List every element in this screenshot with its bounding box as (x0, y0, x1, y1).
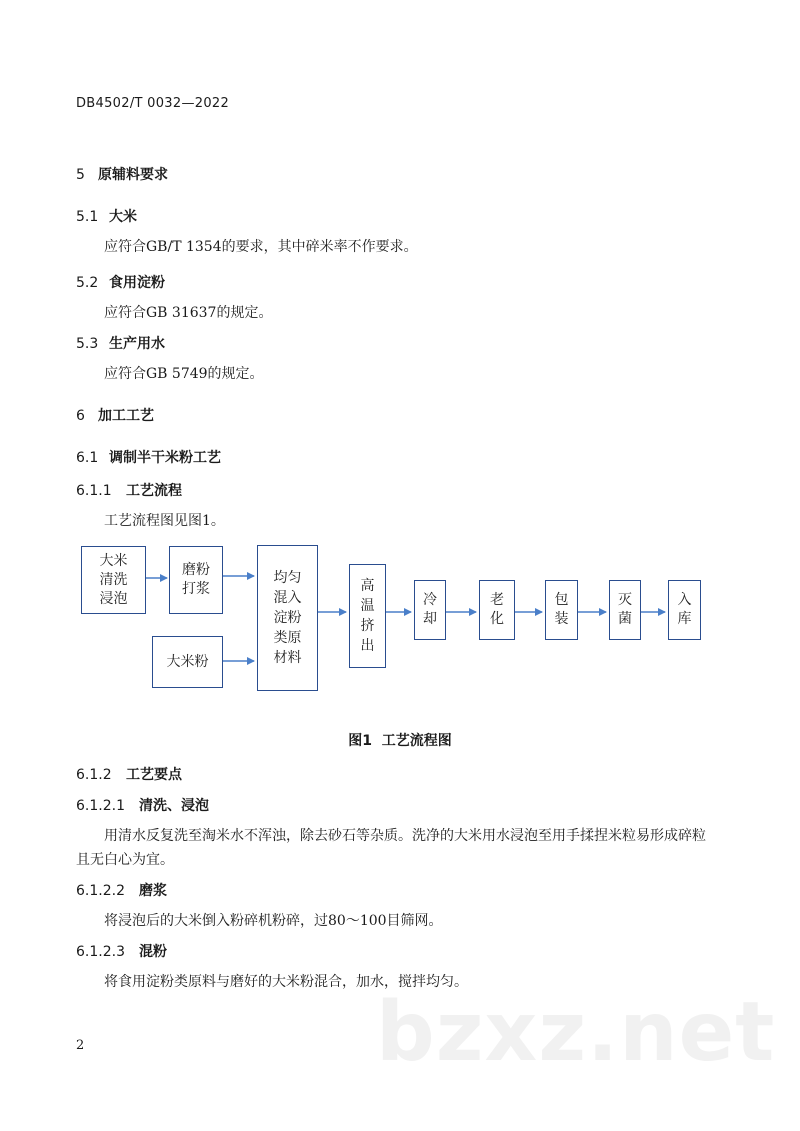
section-title: 原辅料要求 (98, 167, 168, 183)
flow-node-age (479, 580, 515, 640)
flow-node-label: 包 装 (554, 592, 569, 627)
section-title: 生产用水 (109, 336, 165, 352)
section-title: 工艺要点 (126, 767, 182, 783)
flow-node-label: 高 温 挤 出 (360, 578, 375, 654)
section-6-1-2-heading (76, 764, 182, 784)
section-number: 6.1.2.2 (76, 883, 125, 899)
flow-node-rice-wash (81, 546, 146, 614)
section-title: 工艺流程 (126, 483, 182, 499)
section-number: 5.1 (76, 209, 99, 225)
section-5-1-text: 应符合GB/T 1354的要求，其中碎米率不作要求。 (104, 239, 418, 255)
section-title: 调制半干米粉工艺 (109, 450, 221, 466)
flow-node-cool (414, 580, 446, 640)
section-6-1-2-1-text-line2: 且无白心为宜。 (76, 852, 174, 868)
section-5-2-text: 应符合GB 31637的规定。 (104, 305, 273, 321)
section-number: 6.1.1 (76, 483, 112, 499)
page-number: 2 (76, 1038, 85, 1053)
flow-node-mix (257, 545, 318, 691)
section-title: 大米 (109, 209, 137, 225)
flow-node-label: 磨粉 打浆 (182, 562, 210, 597)
section-number: 5.3 (76, 336, 99, 352)
figure-caption: 图1 工艺流程图 (348, 733, 452, 749)
section-title: 混粉 (139, 944, 167, 960)
section-number: 6 (76, 408, 85, 424)
flow-node-sterilize (609, 580, 641, 640)
section-6-1-2-2-heading (76, 880, 167, 900)
flow-node-label: 大米 清洗 浸泡 (99, 552, 128, 607)
flow-node-label: 大米粉 (166, 653, 209, 670)
flow-node-store (668, 580, 701, 640)
section-number: 6.1 (76, 450, 99, 466)
flow-node-extrude (349, 564, 386, 668)
section-title: 食用淀粉 (109, 275, 165, 291)
section-number: 5 (76, 167, 85, 183)
flow-node-label: 灭 菌 (618, 592, 632, 627)
section-6-1-2-1-heading (76, 795, 209, 815)
section-number: 5.2 (76, 275, 99, 291)
section-title: 磨浆 (139, 883, 167, 899)
watermark: bzxz.net (376, 985, 776, 1080)
section-6-1-2-1-text-line1: 用清水反复洗至淘米水不浑浊，除去砂石等杂质。洗净的大米用水浸泡至用手揉捏米粒易形成碎粒 (104, 828, 706, 844)
flow-node-pack (545, 580, 578, 640)
document-code: DB4502/T 0032—2022 (76, 96, 230, 111)
section-6-1-2-3-text: 将食用淀粉类原料与磨好的大米粉混合，加水，搅拌均匀。 (104, 974, 468, 990)
flow-node-label: 入 库 (677, 592, 692, 627)
section-title: 加工工艺 (98, 408, 154, 424)
flow-node-label: 老 化 (490, 592, 504, 627)
section-6-1-1-text: 工艺流程图见图1。 (104, 513, 225, 529)
flow-node-label: 均匀 混入 淀粉 类原 材料 (273, 570, 302, 666)
flow-node-label: 冷 却 (423, 592, 437, 627)
section-5-3-text: 应符合GB 5749的规定。 (104, 366, 264, 382)
section-6-1-2-3-heading (76, 941, 167, 961)
section-title: 清洗、浸泡 (139, 798, 209, 814)
flow-node-rice-flour (152, 636, 223, 688)
section-number: 6.1.2.1 (76, 798, 125, 814)
section-number: 6.1.2 (76, 767, 112, 783)
section-number: 6.1.2.3 (76, 944, 125, 960)
section-6-1-2-2-text: 将浸泡后的大米倒入粉碎机粉碎，过80～100目筛网。 (104, 913, 443, 929)
flow-node-grind (169, 546, 223, 614)
